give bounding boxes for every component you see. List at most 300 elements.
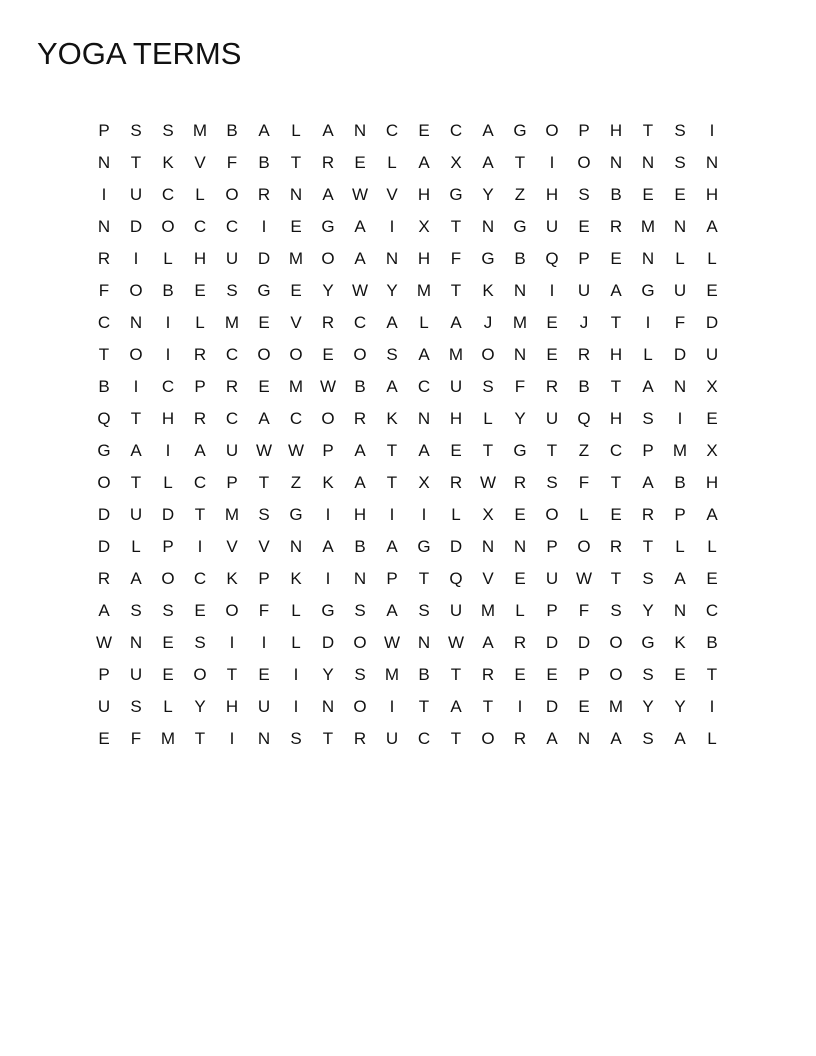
grid-letter: A bbox=[642, 473, 654, 492]
grid-letter: H bbox=[225, 697, 239, 716]
grid-letter: A bbox=[130, 569, 142, 588]
grid-letter: M bbox=[608, 697, 624, 716]
grid-letter: O bbox=[129, 281, 143, 300]
grid-letter: P bbox=[98, 121, 110, 140]
grid-letter: R bbox=[609, 537, 623, 556]
grid-letter: E bbox=[194, 601, 206, 620]
grid-letter: I bbox=[677, 409, 683, 428]
grid-letter: Y bbox=[642, 697, 654, 716]
grid-letter: N bbox=[673, 217, 687, 236]
grid-letter: M bbox=[384, 665, 400, 684]
grid-letter: O bbox=[193, 665, 207, 684]
grid-letter: T bbox=[642, 121, 654, 140]
grid-letter: N bbox=[513, 345, 527, 364]
grid-letter: A bbox=[258, 121, 270, 140]
grid-letter: N bbox=[481, 537, 495, 556]
grid-letter: F bbox=[258, 601, 270, 620]
grid-letter: S bbox=[386, 345, 398, 364]
grid-letter: O bbox=[321, 249, 335, 268]
grid-letter: L bbox=[483, 409, 493, 428]
grid-letter: M bbox=[160, 729, 176, 748]
grid-letter: V bbox=[258, 537, 270, 556]
grid-letter: A bbox=[418, 441, 430, 460]
grid-letter: A bbox=[482, 633, 494, 652]
grid-letter: Y bbox=[322, 665, 334, 684]
grid-letter: R bbox=[353, 409, 367, 428]
grid-letter: I bbox=[549, 153, 555, 172]
grid-letter: U bbox=[545, 217, 559, 236]
grid-letter: C bbox=[353, 313, 367, 332]
grid-letter: D bbox=[449, 537, 463, 556]
grid-letter: O bbox=[577, 153, 591, 172]
grid-letter: L bbox=[131, 537, 141, 556]
grid-letter: I bbox=[389, 505, 395, 524]
grid-letter: O bbox=[321, 409, 335, 428]
grid-letter: E bbox=[418, 121, 430, 140]
grid-letter: M bbox=[672, 441, 688, 460]
grid-letter: D bbox=[161, 505, 175, 524]
grid-letter: T bbox=[514, 153, 526, 172]
grid-letter: E bbox=[162, 633, 174, 652]
grid-letter: M bbox=[416, 281, 432, 300]
grid-row bbox=[88, 179, 728, 211]
grid-letter: G bbox=[417, 537, 431, 556]
grid-letter: T bbox=[130, 409, 142, 428]
grid-letter: T bbox=[194, 505, 206, 524]
grid-letter: I bbox=[165, 441, 171, 460]
grid-letter: D bbox=[545, 633, 559, 652]
grid-letter: L bbox=[163, 473, 173, 492]
grid-letter: I bbox=[325, 569, 331, 588]
grid-letter: M bbox=[224, 505, 240, 524]
grid-letter: K bbox=[322, 473, 334, 492]
grid-letter: G bbox=[481, 249, 495, 268]
grid-letter: L bbox=[163, 249, 173, 268]
grid-letter: V bbox=[226, 537, 238, 556]
grid-letter: I bbox=[229, 633, 235, 652]
grid-letter: T bbox=[226, 665, 238, 684]
grid-letter: V bbox=[290, 313, 302, 332]
grid-letter: W bbox=[575, 569, 593, 588]
grid-letter: F bbox=[514, 377, 526, 396]
grid-letter: S bbox=[258, 505, 270, 524]
grid-letter: A bbox=[386, 537, 398, 556]
grid-letter: L bbox=[419, 313, 429, 332]
grid-letter: E bbox=[578, 217, 590, 236]
grid-letter: L bbox=[675, 249, 685, 268]
grid-letter: Y bbox=[482, 185, 494, 204]
grid-letter: A bbox=[418, 345, 430, 364]
grid-letter: M bbox=[224, 313, 240, 332]
grid-letter: D bbox=[673, 345, 687, 364]
grid-letter: W bbox=[95, 633, 113, 652]
grid-letter: E bbox=[258, 665, 270, 684]
grid-letter: T bbox=[322, 729, 334, 748]
grid-letter: L bbox=[707, 249, 717, 268]
grid-letter: E bbox=[290, 281, 302, 300]
grid-letter: T bbox=[450, 281, 462, 300]
grid-letter: U bbox=[577, 281, 591, 300]
grid-letter: I bbox=[421, 505, 427, 524]
grid-letter: P bbox=[386, 569, 398, 588]
grid-letter: N bbox=[673, 601, 687, 620]
grid-letter: N bbox=[513, 537, 527, 556]
grid-letter: T bbox=[610, 473, 622, 492]
grid-letter: R bbox=[513, 473, 527, 492]
grid-letter: T bbox=[482, 697, 494, 716]
grid-letter: T bbox=[418, 569, 430, 588]
grid-letter: A bbox=[98, 601, 110, 620]
grid-letter: F bbox=[578, 601, 590, 620]
grid-letter: F bbox=[226, 153, 238, 172]
grid-letter: D bbox=[705, 313, 719, 332]
grid-letter: T bbox=[258, 473, 270, 492]
grid-letter: T bbox=[130, 153, 142, 172]
grid-letter: B bbox=[610, 185, 622, 204]
grid-letter: I bbox=[645, 313, 651, 332]
grid-letter: U bbox=[673, 281, 687, 300]
grid-letter: C bbox=[193, 473, 207, 492]
grid-letter: H bbox=[417, 249, 431, 268]
grid-letter: W bbox=[255, 441, 273, 460]
grid-letter: N bbox=[513, 281, 527, 300]
grid-letter: S bbox=[642, 409, 654, 428]
grid-letter: N bbox=[129, 313, 143, 332]
grid-letter: I bbox=[261, 633, 267, 652]
grid-letter: P bbox=[322, 441, 334, 460]
grid-letter: E bbox=[98, 729, 110, 748]
grid-letter: G bbox=[321, 601, 335, 620]
grid-letter: O bbox=[609, 633, 623, 652]
grid-letter: T bbox=[290, 153, 302, 172]
grid-letter: A bbox=[546, 729, 558, 748]
grid-letter: E bbox=[450, 441, 462, 460]
grid-letter: S bbox=[354, 665, 366, 684]
grid-letter: A bbox=[674, 569, 686, 588]
grid-letter: P bbox=[226, 473, 238, 492]
grid-letter: A bbox=[354, 217, 366, 236]
grid-letter: H bbox=[705, 473, 719, 492]
grid-letter: R bbox=[97, 569, 111, 588]
grid-letter: T bbox=[450, 217, 462, 236]
grid-letter: H bbox=[545, 185, 559, 204]
grid-letter: S bbox=[130, 601, 142, 620]
grid-letter: K bbox=[162, 153, 174, 172]
grid-letter: R bbox=[449, 473, 463, 492]
grid-letter: N bbox=[257, 729, 271, 748]
grid-letter: U bbox=[705, 345, 719, 364]
grid-letter: P bbox=[674, 505, 686, 524]
grid-letter: E bbox=[258, 377, 270, 396]
grid-letter: S bbox=[162, 601, 174, 620]
grid-letter: G bbox=[641, 633, 655, 652]
grid-letter: L bbox=[675, 537, 685, 556]
grid-letter: E bbox=[514, 665, 526, 684]
grid-letter: H bbox=[705, 185, 719, 204]
grid-letter: R bbox=[321, 153, 335, 172]
grid-letter: R bbox=[641, 505, 655, 524]
grid-letter: I bbox=[165, 345, 171, 364]
grid-letter: C bbox=[225, 345, 239, 364]
grid-letter: E bbox=[674, 665, 686, 684]
grid-letter: E bbox=[610, 505, 622, 524]
grid-letter: P bbox=[194, 377, 206, 396]
grid-row bbox=[88, 723, 728, 755]
grid-letter: T bbox=[418, 697, 430, 716]
grid-letter: S bbox=[482, 377, 494, 396]
grid-letter: T bbox=[98, 345, 110, 364]
grid-letter: I bbox=[549, 281, 555, 300]
grid-letter: T bbox=[610, 313, 622, 332]
grid-letter: Q bbox=[97, 409, 111, 428]
grid-letter: Q bbox=[545, 249, 559, 268]
grid-letter: T bbox=[642, 537, 654, 556]
grid-letter: F bbox=[674, 313, 686, 332]
grid-letter: D bbox=[321, 633, 335, 652]
grid-letter: H bbox=[193, 249, 207, 268]
grid-row bbox=[88, 467, 728, 499]
grid-letter: N bbox=[641, 249, 655, 268]
grid-letter: C bbox=[609, 441, 623, 460]
grid-letter: C bbox=[289, 409, 303, 428]
grid-row bbox=[88, 339, 728, 371]
grid-letter: E bbox=[194, 281, 206, 300]
grid-letter: L bbox=[707, 537, 717, 556]
grid-letter: S bbox=[578, 185, 590, 204]
grid-letter: L bbox=[515, 601, 525, 620]
grid-letter: R bbox=[257, 185, 271, 204]
grid-letter: E bbox=[706, 281, 718, 300]
page-title: YOGA TERMS bbox=[37, 36, 242, 71]
grid-letter: A bbox=[674, 729, 686, 748]
grid-letter: R bbox=[193, 409, 207, 428]
grid-letter: N bbox=[97, 153, 111, 172]
grid-letter: S bbox=[642, 665, 654, 684]
grid-letter: C bbox=[161, 377, 175, 396]
grid-letter: S bbox=[130, 697, 142, 716]
grid-letter: R bbox=[193, 345, 207, 364]
grid-letter: D bbox=[577, 633, 591, 652]
grid-letter: Z bbox=[290, 473, 302, 492]
grid-letter: X bbox=[450, 153, 462, 172]
grid-letter: D bbox=[257, 249, 271, 268]
grid-letter: I bbox=[709, 121, 715, 140]
grid-letter: M bbox=[288, 377, 304, 396]
grid-letter: Y bbox=[514, 409, 526, 428]
grid-row bbox=[88, 307, 728, 339]
grid-letter: T bbox=[610, 569, 622, 588]
grid-letter: O bbox=[545, 505, 559, 524]
grid-letter: A bbox=[610, 729, 622, 748]
grid-letter: I bbox=[325, 505, 331, 524]
grid-letter: E bbox=[674, 185, 686, 204]
grid-letter: K bbox=[482, 281, 494, 300]
grid-letter: T bbox=[546, 441, 558, 460]
grid-letter: G bbox=[97, 441, 111, 460]
grid-letter: T bbox=[194, 729, 206, 748]
grid-letter: X bbox=[418, 473, 430, 492]
grid-letter: M bbox=[192, 121, 208, 140]
grid-letter: A bbox=[322, 185, 334, 204]
grid-letter: L bbox=[291, 121, 301, 140]
grid-letter: U bbox=[225, 441, 239, 460]
grid-letter: A bbox=[258, 409, 270, 428]
grid-letter: G bbox=[449, 185, 463, 204]
grid-letter: E bbox=[578, 697, 590, 716]
grid-letter: S bbox=[642, 729, 654, 748]
grid-letter: F bbox=[130, 729, 142, 748]
grid-letter: L bbox=[195, 185, 205, 204]
grid-row bbox=[88, 435, 728, 467]
grid-letter: P bbox=[546, 537, 558, 556]
grid-letter: C bbox=[225, 217, 239, 236]
grid-letter: S bbox=[642, 569, 654, 588]
grid-letter: O bbox=[161, 217, 175, 236]
grid-letter: S bbox=[226, 281, 238, 300]
grid-letter: L bbox=[291, 633, 301, 652]
grid-letter: N bbox=[641, 153, 655, 172]
grid-letter: K bbox=[290, 569, 302, 588]
grid-letter: B bbox=[258, 153, 270, 172]
grid-letter: E bbox=[258, 313, 270, 332]
grid-letter: S bbox=[194, 633, 206, 652]
grid-letter: O bbox=[353, 697, 367, 716]
grid-letter: G bbox=[513, 441, 527, 460]
grid-letter: C bbox=[449, 121, 463, 140]
grid-letter: H bbox=[161, 409, 175, 428]
grid-letter: N bbox=[609, 153, 623, 172]
grid-letter: B bbox=[162, 281, 174, 300]
grid-letter: N bbox=[353, 569, 367, 588]
grid-letter: O bbox=[353, 345, 367, 364]
grid-letter: R bbox=[609, 217, 623, 236]
grid-letter: P bbox=[546, 601, 558, 620]
grid-letter: E bbox=[514, 569, 526, 588]
grid-letter: A bbox=[482, 121, 494, 140]
grid-letter: C bbox=[161, 185, 175, 204]
grid-letter: D bbox=[129, 217, 143, 236]
grid-letter: G bbox=[513, 121, 527, 140]
grid-letter: C bbox=[193, 217, 207, 236]
grid-letter: E bbox=[706, 569, 718, 588]
grid-letter: A bbox=[706, 505, 718, 524]
grid-letter: B bbox=[514, 249, 526, 268]
grid-letter: L bbox=[195, 313, 205, 332]
grid-letter: N bbox=[321, 697, 335, 716]
grid-letter: S bbox=[674, 153, 686, 172]
grid-letter: A bbox=[450, 697, 462, 716]
grid-letter: S bbox=[162, 121, 174, 140]
grid-letter: M bbox=[448, 345, 464, 364]
grid-letter: E bbox=[514, 505, 526, 524]
grid-letter: A bbox=[354, 473, 366, 492]
grid-letter: E bbox=[642, 185, 654, 204]
grid-row bbox=[88, 243, 728, 275]
grid-letter: S bbox=[546, 473, 558, 492]
grid-letter: A bbox=[322, 121, 334, 140]
grid-letter: P bbox=[98, 665, 110, 684]
grid-letter: R bbox=[353, 729, 367, 748]
grid-letter: A bbox=[418, 153, 430, 172]
grid-row bbox=[88, 371, 728, 403]
grid-letter: N bbox=[97, 217, 111, 236]
grid-letter: N bbox=[705, 153, 719, 172]
grid-row bbox=[88, 275, 728, 307]
grid-letter: F bbox=[98, 281, 110, 300]
grid-letter: E bbox=[162, 665, 174, 684]
grid-letter: E bbox=[354, 153, 366, 172]
grid-letter: U bbox=[449, 377, 463, 396]
grid-letter: M bbox=[640, 217, 656, 236]
grid-letter: F bbox=[450, 249, 462, 268]
grid-letter: N bbox=[385, 249, 399, 268]
grid-letter: L bbox=[707, 729, 717, 748]
grid-letter: T bbox=[706, 665, 718, 684]
grid-letter: E bbox=[610, 249, 622, 268]
grid-letter: L bbox=[643, 345, 653, 364]
grid-letter: L bbox=[579, 505, 589, 524]
grid-letter: M bbox=[480, 601, 496, 620]
grid-letter: E bbox=[546, 313, 558, 332]
grid-letter: P bbox=[578, 665, 590, 684]
grid-row bbox=[88, 147, 728, 179]
grid-letter: V bbox=[386, 185, 398, 204]
grid-letter: W bbox=[287, 441, 305, 460]
grid-row bbox=[88, 531, 728, 563]
grid-letter: A bbox=[386, 377, 398, 396]
grid-letter: B bbox=[98, 377, 110, 396]
grid-letter: B bbox=[706, 633, 718, 652]
grid-letter: B bbox=[578, 377, 590, 396]
grid-letter: X bbox=[482, 505, 494, 524]
grid-letter: U bbox=[545, 409, 559, 428]
grid-letter: X bbox=[418, 217, 430, 236]
grid-letter: N bbox=[353, 121, 367, 140]
grid-letter: W bbox=[383, 633, 401, 652]
grid-letter: O bbox=[289, 345, 303, 364]
grid-letter: R bbox=[321, 313, 335, 332]
word-search-grid bbox=[88, 115, 728, 755]
grid-letter: O bbox=[257, 345, 271, 364]
grid-letter: D bbox=[97, 537, 111, 556]
grid-letter: L bbox=[387, 153, 397, 172]
grid-letter: U bbox=[257, 697, 271, 716]
grid-letter: T bbox=[386, 441, 398, 460]
grid-letter: S bbox=[290, 729, 302, 748]
grid-letter: G bbox=[289, 505, 303, 524]
grid-row bbox=[88, 691, 728, 723]
grid-letter: A bbox=[194, 441, 206, 460]
grid-letter: G bbox=[641, 281, 655, 300]
grid-letter: T bbox=[450, 729, 462, 748]
grid-letter: P bbox=[578, 249, 590, 268]
grid-row bbox=[88, 115, 728, 147]
grid-letter: O bbox=[129, 345, 143, 364]
grid-letter: N bbox=[417, 409, 431, 428]
grid-letter: G bbox=[513, 217, 527, 236]
grid-letter: C bbox=[417, 377, 431, 396]
grid-letter: T bbox=[610, 377, 622, 396]
grid-letter: Q bbox=[449, 569, 463, 588]
grid-letter: K bbox=[386, 409, 398, 428]
grid-letter: A bbox=[322, 537, 334, 556]
grid-letter: N bbox=[577, 729, 591, 748]
grid-letter: A bbox=[642, 377, 654, 396]
grid-letter: C bbox=[193, 569, 207, 588]
grid-letter: U bbox=[225, 249, 239, 268]
grid-letter: M bbox=[288, 249, 304, 268]
grid-letter: N bbox=[289, 537, 303, 556]
